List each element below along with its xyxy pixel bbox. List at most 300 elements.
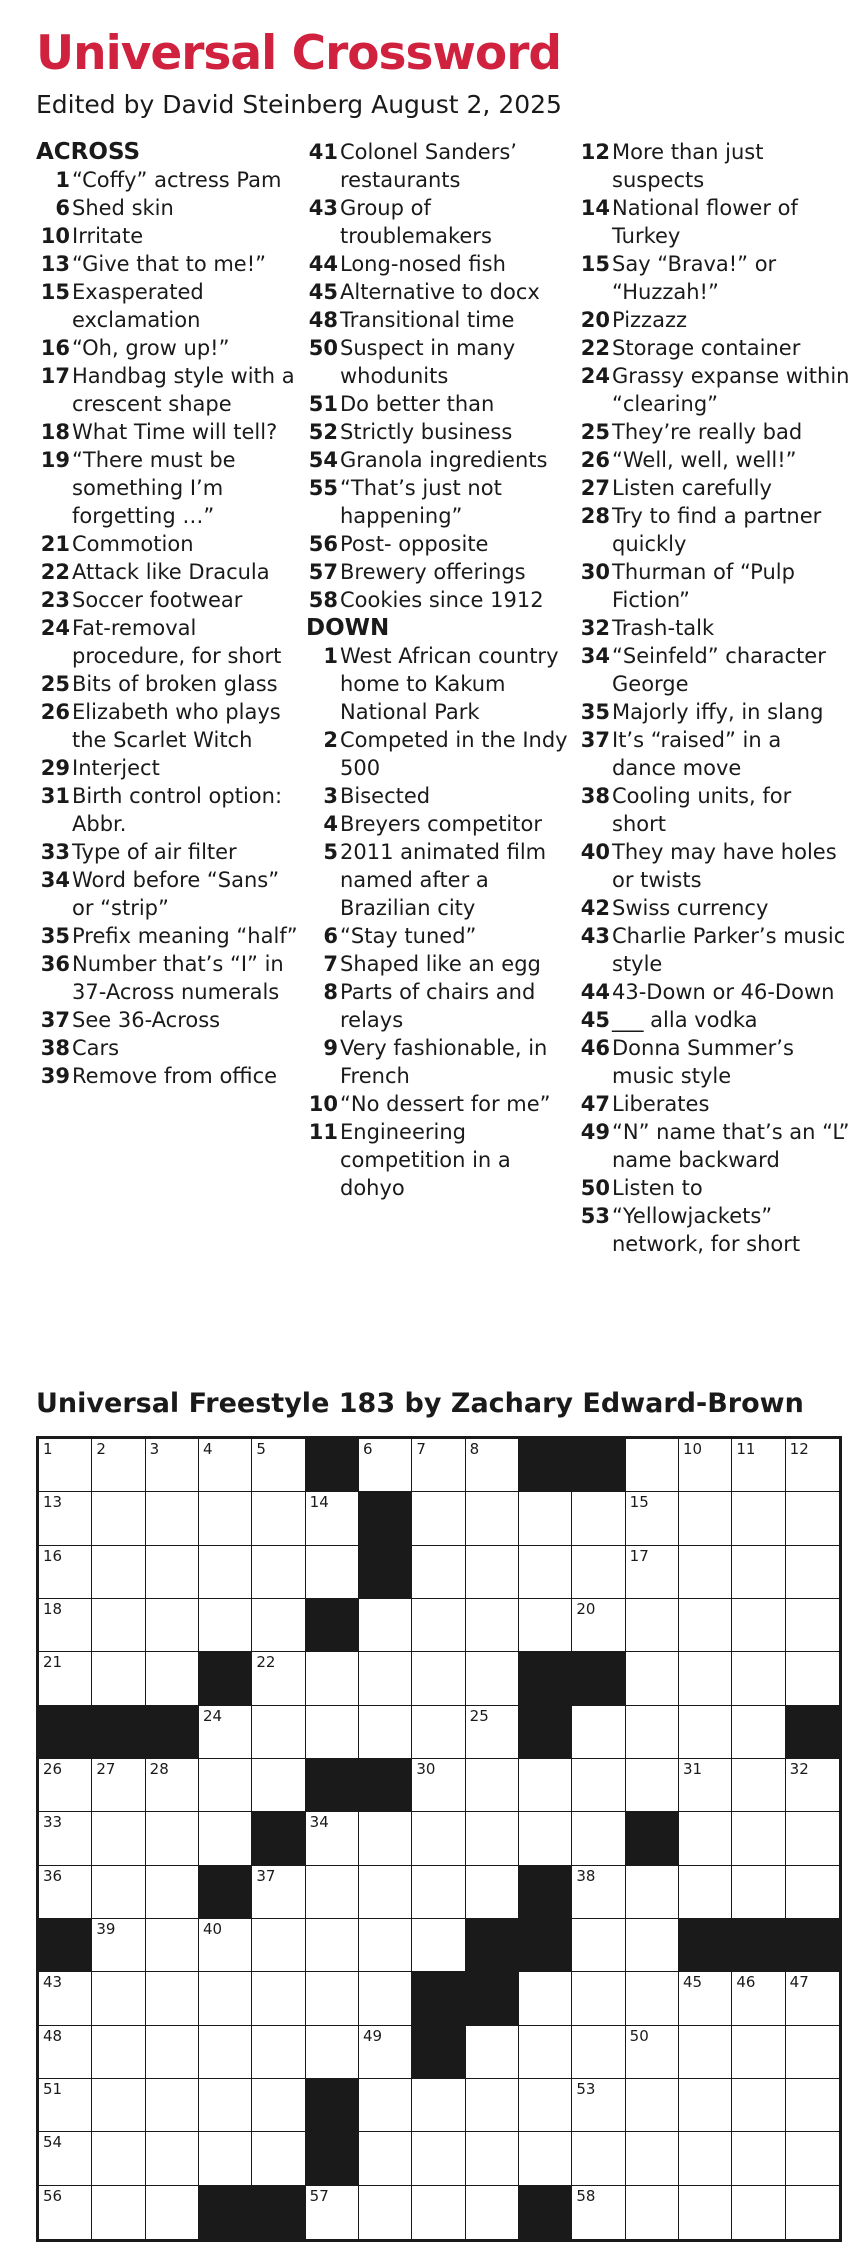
cell-number: 38 bbox=[576, 1866, 596, 1885]
grid-cell[interactable] bbox=[199, 1492, 252, 1545]
clue-number: 15 bbox=[580, 252, 610, 276]
grid-cell[interactable] bbox=[92, 1599, 145, 1652]
grid-cell[interactable] bbox=[92, 2026, 145, 2079]
grid-cell[interactable] bbox=[466, 2079, 519, 2132]
clue-text: Grassy expanse within “clearing” bbox=[612, 364, 850, 416]
grid-cell[interactable] bbox=[359, 2186, 412, 2239]
clue-number: 34 bbox=[580, 644, 610, 668]
grid-cell[interactable] bbox=[92, 1972, 145, 2025]
grid-cell[interactable] bbox=[786, 1599, 839, 1652]
grid-cell[interactable] bbox=[306, 2186, 359, 2239]
grid-cell[interactable] bbox=[39, 1599, 92, 1652]
black-square bbox=[252, 1812, 305, 1865]
grid-cell[interactable] bbox=[572, 2079, 625, 2132]
cell-number: 28 bbox=[149, 1759, 169, 1778]
cell-number: 2 bbox=[96, 1440, 106, 1458]
clue-text: 2011 animated film named after a Brazilian city bbox=[340, 840, 547, 920]
grid-cell[interactable] bbox=[412, 1599, 465, 1652]
grid-cell[interactable] bbox=[786, 1439, 839, 1492]
down-clue-2 bbox=[306, 726, 574, 782]
grid-cell[interactable] bbox=[572, 1492, 625, 1545]
cell-number: 3 bbox=[149, 1440, 160, 1458]
across-clue-43 bbox=[306, 194, 574, 250]
grid-cell[interactable] bbox=[732, 1812, 785, 1865]
clue-number: 23 bbox=[40, 588, 70, 612]
grid-cell[interactable] bbox=[199, 1972, 252, 2025]
grid-cell[interactable] bbox=[412, 2132, 465, 2185]
grid-cell[interactable] bbox=[679, 1759, 732, 1812]
grid-cell[interactable] bbox=[359, 1599, 412, 1652]
grid-cell[interactable] bbox=[199, 2132, 252, 2185]
grid-cell[interactable] bbox=[92, 1652, 145, 1705]
grid-cell[interactable] bbox=[359, 1972, 412, 2025]
grid-cell[interactable] bbox=[39, 2186, 92, 2239]
grid-cell[interactable] bbox=[732, 2079, 785, 2132]
grid-cell[interactable] bbox=[146, 1812, 199, 1865]
clue-number: 7 bbox=[323, 952, 338, 976]
cell-number: 22 bbox=[256, 1653, 276, 1672]
clue-number: 18 bbox=[40, 420, 70, 444]
grid-cell[interactable] bbox=[572, 1706, 625, 1759]
black-square bbox=[732, 1919, 785, 1972]
black-square bbox=[412, 2026, 465, 2079]
clue-text: Trash-talk bbox=[612, 616, 715, 640]
across-clue-17 bbox=[36, 362, 301, 418]
grid-cell[interactable] bbox=[39, 2026, 92, 2079]
grid-cell[interactable] bbox=[359, 1812, 412, 1865]
grid-cell[interactable] bbox=[572, 1599, 625, 1652]
grid-cell[interactable] bbox=[786, 2186, 839, 2239]
black-square bbox=[306, 1439, 359, 1492]
down-clue-12 bbox=[578, 138, 850, 194]
grid-cell[interactable] bbox=[92, 1439, 145, 1492]
cell-number: 36 bbox=[43, 1866, 63, 1885]
grid-cell[interactable] bbox=[146, 1652, 199, 1705]
grid-cell[interactable] bbox=[679, 1546, 732, 1599]
grid-cell[interactable] bbox=[306, 1492, 359, 1545]
black-square bbox=[626, 1812, 679, 1865]
grid-cell[interactable] bbox=[519, 1972, 572, 2025]
grid-cell[interactable] bbox=[466, 1492, 519, 1545]
grid-cell[interactable] bbox=[359, 1866, 412, 1919]
black-square bbox=[306, 2079, 359, 2132]
grid-cell[interactable] bbox=[146, 1866, 199, 1919]
clue-text: Parts of chairs and relays bbox=[340, 980, 536, 1032]
clue-text: Liberates bbox=[612, 1092, 710, 1116]
clue-text: Group of troublemakers bbox=[340, 196, 492, 248]
cell-number: 31 bbox=[682, 1759, 703, 1778]
grid-cell[interactable] bbox=[466, 1652, 519, 1705]
grid-cell[interactable] bbox=[466, 2026, 519, 2079]
grid-cell[interactable] bbox=[572, 2026, 625, 2079]
grid-cell[interactable] bbox=[679, 2026, 732, 2079]
across-clue-36 bbox=[36, 950, 301, 1006]
grid-cell[interactable] bbox=[519, 2132, 572, 2185]
clue-text: It’s “raised” in a dance move bbox=[612, 728, 782, 780]
down-clue-1 bbox=[306, 642, 574, 726]
clue-text: Colonel Sanders’ restaurants bbox=[340, 140, 517, 192]
grid-cell[interactable] bbox=[199, 1599, 252, 1652]
grid-cell[interactable] bbox=[626, 1866, 679, 1919]
grid-cell[interactable] bbox=[519, 1546, 572, 1599]
clue-text: Suspect in many whodunits bbox=[340, 336, 516, 388]
grid-cell[interactable] bbox=[679, 1706, 732, 1759]
clue-text: Alternative to docx bbox=[340, 280, 540, 304]
down-clue-43 bbox=[578, 922, 850, 978]
grid-cell[interactable] bbox=[252, 1706, 305, 1759]
grid-cell[interactable] bbox=[412, 1919, 465, 1972]
grid-cell[interactable] bbox=[679, 1439, 732, 1492]
grid-cell[interactable] bbox=[572, 1972, 625, 2025]
grid-cell[interactable] bbox=[412, 1866, 465, 1919]
grid-cell[interactable] bbox=[306, 1546, 359, 1599]
grid-cell[interactable] bbox=[679, 1812, 732, 1865]
grid-cell[interactable] bbox=[412, 1652, 465, 1705]
cell-number: 26 bbox=[43, 1759, 63, 1778]
clue-text: Cars bbox=[72, 1036, 120, 1060]
grid-cell[interactable] bbox=[466, 1866, 519, 1919]
clue-number: 37 bbox=[40, 1008, 70, 1032]
black-square bbox=[519, 1439, 572, 1492]
clue-text: Number that’s “I” in 37-Across numerals bbox=[72, 952, 284, 1004]
cell-number: 47 bbox=[789, 1973, 809, 1992]
grid-cell[interactable] bbox=[732, 1492, 785, 1545]
grid-cell[interactable] bbox=[199, 1439, 252, 1492]
black-square bbox=[519, 1706, 572, 1759]
grid-cell[interactable] bbox=[732, 1972, 785, 2025]
across-clue-48 bbox=[306, 306, 574, 334]
black-square bbox=[519, 1866, 572, 1919]
grid-cell[interactable] bbox=[466, 2132, 519, 2185]
across-clue-29 bbox=[36, 754, 301, 782]
grid-cell[interactable] bbox=[92, 1919, 145, 1972]
cell-number: 1 bbox=[43, 1440, 53, 1458]
grid-cell[interactable] bbox=[519, 1759, 572, 1812]
grid-cell[interactable] bbox=[39, 1866, 92, 1919]
grid-cell[interactable] bbox=[732, 2026, 785, 2079]
down-clue-49 bbox=[578, 1118, 850, 1174]
grid-cell[interactable] bbox=[412, 2079, 465, 2132]
clue-number: 6 bbox=[323, 924, 338, 948]
grid-cell[interactable] bbox=[306, 2026, 359, 2079]
cell-number: 39 bbox=[96, 1919, 116, 1938]
grid-cell[interactable] bbox=[146, 1599, 199, 1652]
grid-cell[interactable] bbox=[786, 2079, 839, 2132]
grid-cell[interactable] bbox=[39, 1546, 92, 1599]
grid-cell[interactable] bbox=[786, 2026, 839, 2079]
grid-cell[interactable] bbox=[626, 1972, 679, 2025]
across-clue-58 bbox=[306, 586, 574, 614]
clue-text: Birth control option: Abbr. bbox=[72, 784, 283, 836]
grid-cell[interactable] bbox=[252, 1492, 305, 1545]
grid-cell[interactable] bbox=[92, 1492, 145, 1545]
grid-cell[interactable] bbox=[252, 1759, 305, 1812]
grid-cell[interactable] bbox=[412, 1439, 465, 1492]
grid-cell[interactable] bbox=[306, 1866, 359, 1919]
clue-text: “Coffy” actress Pam bbox=[72, 168, 282, 192]
across-clue-54 bbox=[306, 446, 574, 474]
grid-cell[interactable] bbox=[412, 1546, 465, 1599]
clue-text: 43-Down or 46-Down bbox=[612, 980, 835, 1004]
grid-cell[interactable] bbox=[306, 1706, 359, 1759]
clue-number: 29 bbox=[40, 756, 70, 780]
grid-cell[interactable] bbox=[146, 1972, 199, 2025]
grid-cell[interactable] bbox=[626, 1546, 679, 1599]
down-heading: DOWN bbox=[306, 615, 390, 641]
grid-cell[interactable] bbox=[626, 1652, 679, 1705]
grid-cell[interactable] bbox=[466, 2186, 519, 2239]
grid-cell[interactable] bbox=[306, 1919, 359, 1972]
black-square bbox=[359, 1759, 412, 1812]
grid-cell[interactable] bbox=[572, 1866, 625, 1919]
grid-cell[interactable] bbox=[252, 2079, 305, 2132]
grid-cell[interactable] bbox=[252, 2132, 305, 2185]
black-square bbox=[306, 1599, 359, 1652]
grid-cell[interactable] bbox=[679, 1492, 732, 1545]
grid-cell[interactable] bbox=[252, 1652, 305, 1705]
grid-cell[interactable] bbox=[626, 2132, 679, 2185]
grid-cell[interactable] bbox=[679, 1652, 732, 1705]
black-square bbox=[39, 1919, 92, 1972]
clue-text: They may have holes or twists bbox=[612, 840, 837, 892]
grid-cell[interactable] bbox=[466, 1546, 519, 1599]
across-clue-26 bbox=[36, 698, 301, 754]
clue-number: 40 bbox=[580, 840, 610, 864]
grid-cell[interactable] bbox=[732, 1439, 785, 1492]
grid-cell[interactable] bbox=[626, 2026, 679, 2079]
clue-number: 53 bbox=[580, 1204, 610, 1228]
grid-cell[interactable] bbox=[679, 2079, 732, 2132]
grid-cell[interactable] bbox=[252, 2026, 305, 2079]
grid-cell[interactable] bbox=[679, 2186, 732, 2239]
grid-cell[interactable] bbox=[39, 2079, 92, 2132]
grid-cell[interactable] bbox=[572, 1919, 625, 1972]
across-heading: ACROSS bbox=[36, 139, 141, 165]
grid-cell[interactable] bbox=[626, 2079, 679, 2132]
grid-cell[interactable] bbox=[572, 1812, 625, 1865]
clue-text: Bits of broken glass bbox=[72, 672, 278, 696]
grid-cell[interactable] bbox=[466, 1439, 519, 1492]
grid-cell[interactable] bbox=[92, 1546, 145, 1599]
black-square bbox=[412, 1972, 465, 2025]
down-clue-9 bbox=[306, 1034, 574, 1090]
grid-cell[interactable] bbox=[626, 1919, 679, 1972]
cell-number: 5 bbox=[256, 1440, 266, 1458]
grid-cell[interactable] bbox=[466, 1706, 519, 1759]
clue-text: West African country home to Kakum National Park bbox=[340, 644, 559, 724]
clue-number: 11 bbox=[308, 1120, 338, 1144]
black-square bbox=[39, 1706, 92, 1759]
grid-cell[interactable] bbox=[146, 2132, 199, 2185]
clue-text: Shaped like an egg bbox=[340, 952, 541, 976]
grid-cell[interactable] bbox=[146, 2186, 199, 2239]
grid-cell[interactable] bbox=[146, 1439, 199, 1492]
grid-cell[interactable] bbox=[252, 1439, 305, 1492]
grid-cell[interactable] bbox=[412, 1706, 465, 1759]
grid-cell[interactable] bbox=[732, 1759, 785, 1812]
grid-cell[interactable] bbox=[39, 1972, 92, 2025]
grid-cell[interactable] bbox=[786, 1972, 839, 2025]
grid-cell[interactable] bbox=[199, 1919, 252, 1972]
grid-cell[interactable] bbox=[199, 1706, 252, 1759]
grid-cell[interactable] bbox=[626, 1439, 679, 1492]
grid-cell[interactable] bbox=[786, 1866, 839, 1919]
down-clue-20 bbox=[578, 306, 850, 334]
clue-text: More than just suspects bbox=[612, 140, 764, 192]
grid-cell[interactable] bbox=[786, 1546, 839, 1599]
clue-text: “Give that to me!” bbox=[72, 252, 267, 276]
grid-cell[interactable] bbox=[466, 1812, 519, 1865]
across-clue-1 bbox=[36, 166, 301, 194]
black-square bbox=[786, 1919, 839, 1972]
grid-cell[interactable] bbox=[466, 1759, 519, 1812]
grid-cell[interactable] bbox=[306, 1652, 359, 1705]
grid-cell[interactable] bbox=[626, 1599, 679, 1652]
grid-cell[interactable] bbox=[146, 1919, 199, 1972]
cell-number: 57 bbox=[309, 2186, 329, 2205]
black-square bbox=[199, 2186, 252, 2239]
grid-cell[interactable] bbox=[732, 1652, 785, 1705]
grid-cell[interactable] bbox=[39, 1812, 92, 1865]
grid-cell[interactable] bbox=[572, 2132, 625, 2185]
grid-cell[interactable] bbox=[39, 1759, 92, 1812]
grid-cell[interactable] bbox=[572, 2186, 625, 2239]
grid-cell[interactable] bbox=[572, 1759, 625, 1812]
grid-cell[interactable] bbox=[626, 1492, 679, 1545]
grid-cell[interactable] bbox=[199, 2026, 252, 2079]
across-clue-25 bbox=[36, 670, 301, 698]
grid-cell[interactable] bbox=[679, 1972, 732, 2025]
grid-cell[interactable] bbox=[679, 1866, 732, 1919]
grid-cell[interactable] bbox=[146, 1759, 199, 1812]
across-clue-21 bbox=[36, 530, 301, 558]
clue-text: What Time will tell? bbox=[72, 420, 278, 444]
grid-cell[interactable] bbox=[786, 1812, 839, 1865]
clue-number: 20 bbox=[580, 308, 610, 332]
grid-cell[interactable] bbox=[252, 1866, 305, 1919]
across-clue-56 bbox=[306, 530, 574, 558]
across-clue-19 bbox=[36, 446, 301, 530]
grid-cell[interactable] bbox=[679, 1599, 732, 1652]
grid-cell[interactable] bbox=[786, 2132, 839, 2185]
grid-cell[interactable] bbox=[252, 1972, 305, 2025]
grid-cell[interactable] bbox=[412, 1759, 465, 1812]
grid-cell[interactable] bbox=[359, 1706, 412, 1759]
grid-cell[interactable] bbox=[39, 1652, 92, 1705]
grid-cell[interactable] bbox=[786, 1492, 839, 1545]
grid-cell[interactable] bbox=[359, 2079, 412, 2132]
grid-cell[interactable] bbox=[626, 2186, 679, 2239]
grid-cell[interactable] bbox=[359, 2026, 412, 2079]
clue-text: Very fashionable, in French bbox=[340, 1036, 548, 1088]
cell-number: 56 bbox=[43, 2186, 63, 2205]
grid-cell[interactable] bbox=[146, 1546, 199, 1599]
cell-number: 15 bbox=[629, 1493, 649, 1512]
grid-cell[interactable] bbox=[359, 1439, 412, 1492]
grid-cell[interactable] bbox=[519, 1599, 572, 1652]
clue-text: Strictly business bbox=[340, 420, 513, 444]
grid-cell[interactable] bbox=[732, 1866, 785, 1919]
grid-cell[interactable] bbox=[359, 2132, 412, 2185]
clue-text: Transitional time bbox=[340, 308, 515, 332]
grid-cell[interactable] bbox=[92, 1759, 145, 1812]
grid-cell[interactable] bbox=[519, 2026, 572, 2079]
clue-number: 50 bbox=[308, 336, 338, 360]
grid-cell[interactable] bbox=[679, 2132, 732, 2185]
grid-cell[interactable] bbox=[519, 2079, 572, 2132]
grid-cell[interactable] bbox=[39, 2132, 92, 2185]
grid-cell[interactable] bbox=[199, 2079, 252, 2132]
grid-cell[interactable] bbox=[92, 2079, 145, 2132]
black-square bbox=[359, 1492, 412, 1545]
black-square bbox=[252, 2186, 305, 2239]
grid-cell[interactable] bbox=[732, 2186, 785, 2239]
grid-cell[interactable] bbox=[572, 1546, 625, 1599]
grid-cell[interactable] bbox=[732, 1599, 785, 1652]
grid-cell[interactable] bbox=[626, 1759, 679, 1812]
grid-cell[interactable] bbox=[199, 1546, 252, 1599]
down-clue-34 bbox=[578, 642, 850, 698]
grid-cell[interactable] bbox=[359, 1919, 412, 1972]
grid-cell[interactable] bbox=[359, 1652, 412, 1705]
grid-cell[interactable] bbox=[732, 2132, 785, 2185]
clue-number: 26 bbox=[40, 700, 70, 724]
across-clue-38 bbox=[36, 1034, 301, 1062]
grid-cell[interactable] bbox=[732, 1706, 785, 1759]
grid-cell[interactable] bbox=[146, 1492, 199, 1545]
grid-cell[interactable] bbox=[412, 2186, 465, 2239]
grid-cell[interactable] bbox=[732, 1546, 785, 1599]
across-clue-35 bbox=[36, 922, 301, 950]
cell-number: 46 bbox=[736, 1973, 756, 1992]
grid-cell[interactable] bbox=[306, 1972, 359, 2025]
grid-cell[interactable] bbox=[519, 1492, 572, 1545]
grid-cell[interactable] bbox=[92, 2186, 145, 2239]
grid-cell[interactable] bbox=[412, 1812, 465, 1865]
clue-number: 2 bbox=[323, 728, 338, 752]
grid-cell[interactable] bbox=[252, 1599, 305, 1652]
clue-text: Granola ingredients bbox=[340, 448, 548, 472]
grid-cell[interactable] bbox=[626, 1706, 679, 1759]
grid-cell[interactable] bbox=[199, 1812, 252, 1865]
grid-cell[interactable] bbox=[92, 1812, 145, 1865]
clue-text: “Well, well, well!” bbox=[612, 448, 797, 472]
across-clue-52 bbox=[306, 418, 574, 446]
grid-cell[interactable] bbox=[786, 1652, 839, 1705]
grid-cell[interactable] bbox=[146, 2026, 199, 2079]
grid-cell[interactable] bbox=[412, 1492, 465, 1545]
grid-cell[interactable] bbox=[306, 1812, 359, 1865]
grid-cell[interactable] bbox=[92, 2132, 145, 2185]
grid-cell[interactable] bbox=[252, 1546, 305, 1599]
across-clue-57 bbox=[306, 558, 574, 586]
grid-cell[interactable] bbox=[786, 1759, 839, 1812]
down-clue-50 bbox=[578, 1174, 850, 1202]
clue-text: Competed in the Indy 500 bbox=[340, 728, 568, 780]
grid-cell[interactable] bbox=[92, 1866, 145, 1919]
grid-cell[interactable] bbox=[519, 1812, 572, 1865]
grid-cell[interactable] bbox=[466, 1599, 519, 1652]
clue-number: 31 bbox=[40, 784, 70, 808]
grid-cell[interactable] bbox=[146, 2079, 199, 2132]
clue-number: 38 bbox=[40, 1036, 70, 1060]
grid-cell[interactable] bbox=[199, 1759, 252, 1812]
grid-cell[interactable] bbox=[252, 1919, 305, 1972]
grid-cell[interactable] bbox=[39, 1492, 92, 1545]
grid-cell[interactable] bbox=[39, 1439, 92, 1492]
clue-number: 45 bbox=[580, 1008, 610, 1032]
down-clue-40 bbox=[578, 838, 850, 894]
